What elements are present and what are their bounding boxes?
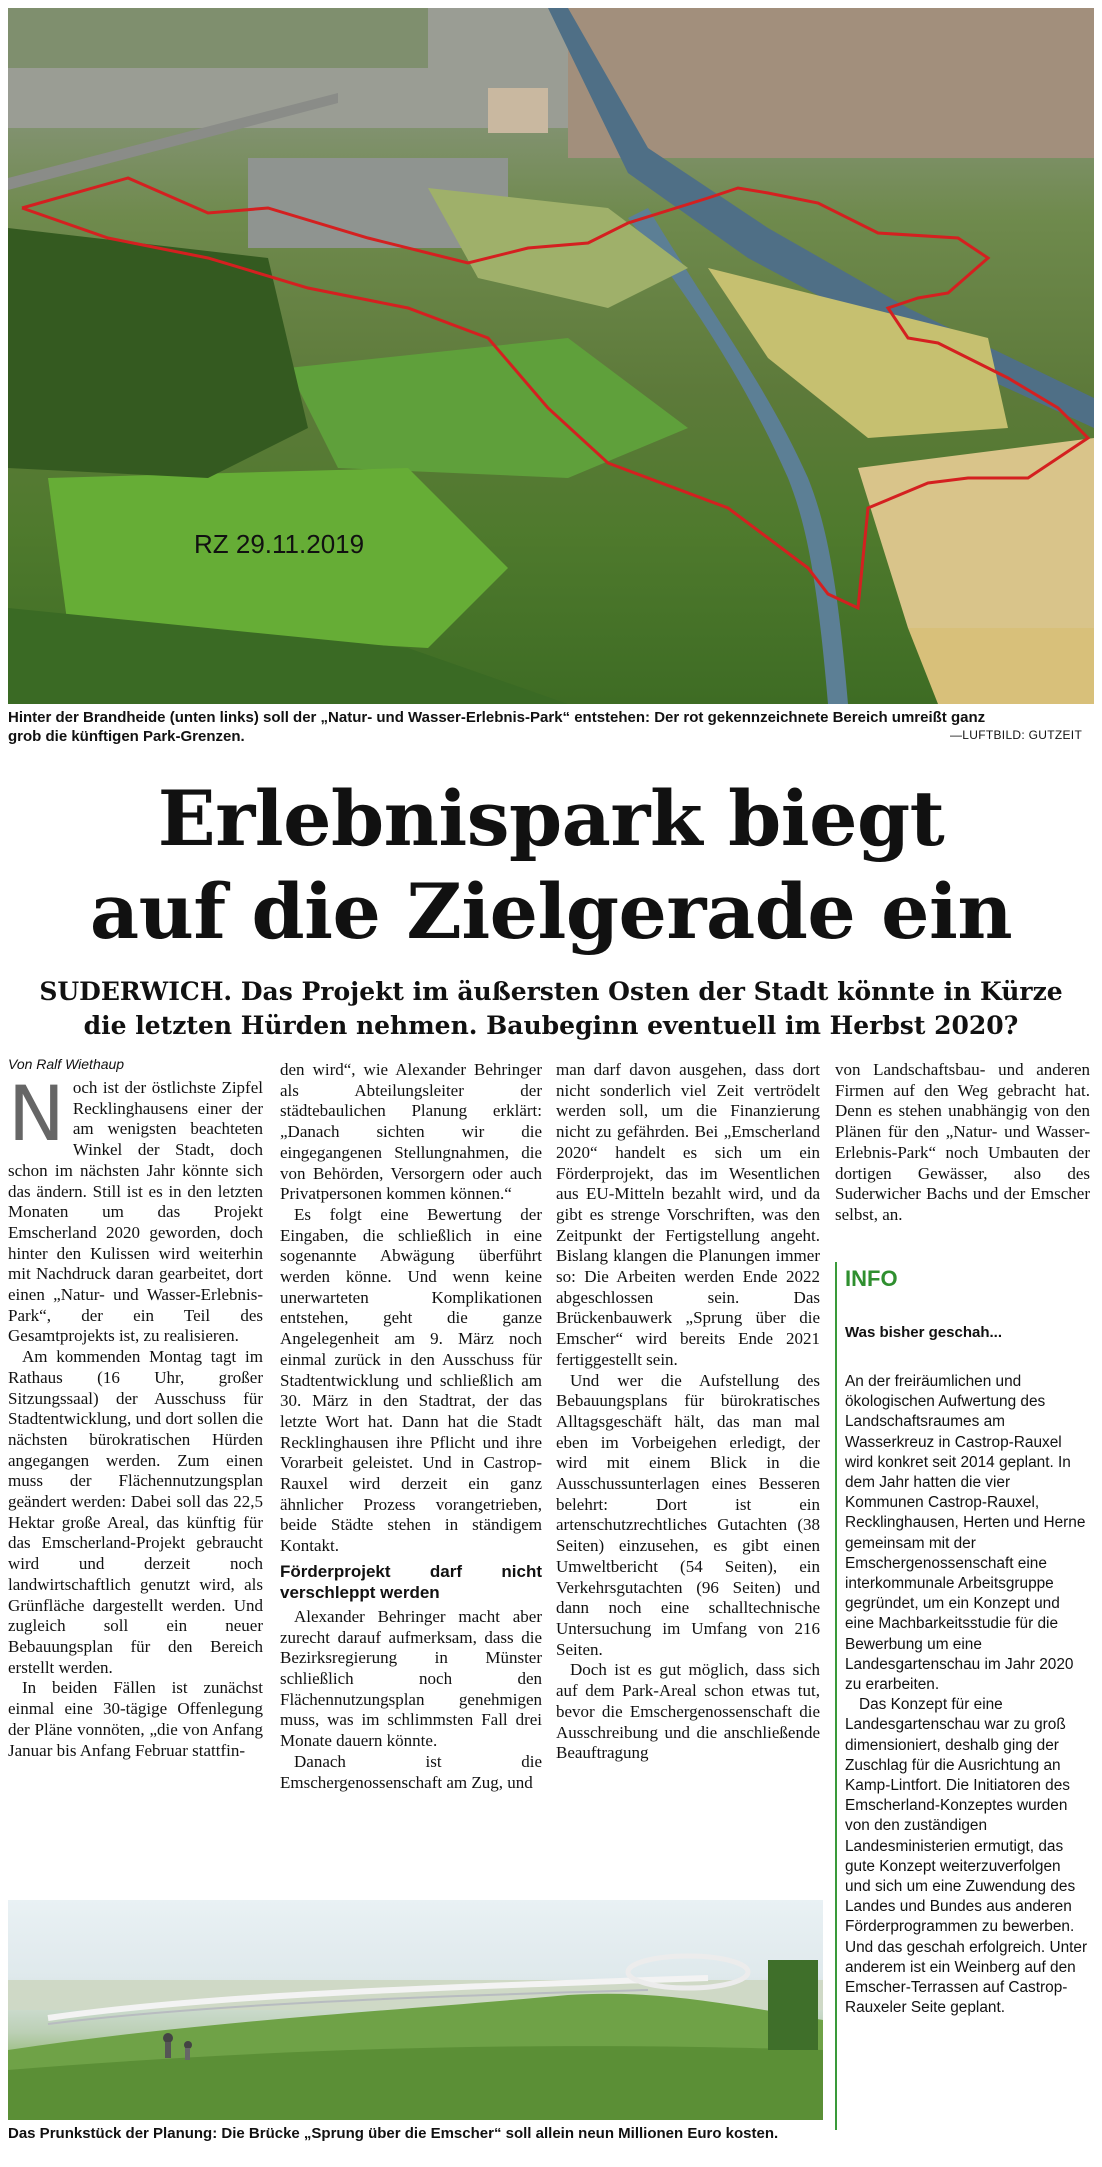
paragraph: In beiden Fällen ist zunächst einmal eine 30-tägige Offenlegung der Pläne vonnöten, „die von Anfang Januar bis Anfang Februar stattfin- [8, 1678, 263, 1760]
bridge-rendering-photo [8, 1900, 823, 2120]
info-paragraph: Das Konzept für eine Landesgartenschau war zu groß dimensioniert, deshalb ging der Zuschlag für die Ausrichtung an Kamp-Lintfort. Die Initiatoren des Emscherland-Konzeptes wurden von den zuständigen Landesministerien ermutigt, das gute Konzept weiterzuverfolgen und sich um eine Zuwendung des Landes und Bundes aus anderen Förderprogrammen zu bewerben. Und das geschah erfolgreich. Unter anderem ist ein Weinberg auf den Emscher-Terrassen auf Castrop-Rauxeler Seite geplant. [845, 1696, 1088, 2017]
paragraph: Alexander Behringer macht aber zurecht darauf aufmerksam, dass die Bezirksregierung in Münster schließlich noch den Flächennutzungsplan genehmigen muss, was im schlimmsten Fall drei Monate dauern könnte. [280, 1606, 542, 1751]
info-body [845, 1372, 1090, 2127]
paragraph: och ist der östlichste Zipfel Recklinghausens einer der am wenigsten beachteten Winkel der Stadt, doch schon im nächsten Jahr könnte sich das ändern. Still ist es in den letzten Monaten um das Projekt Emscherland 2020 geworden, doch hinter den Kulissen wird weiterhin mit Nachdruck daran gearbeitet, dort einen „Natur- und Wasser-Erlebnis-Park“, der ein Teil des Gesamtprojekts ist, zu realisieren. [8, 1078, 263, 1346]
bridge-caption: Das Prunkstück der Planung: Die Brücke „Sprung über die Emscher“ soll allein neun Millionen Euro kosten. [8, 2125, 779, 2142]
paragraph: man darf davon ausgehen, dass dort nicht sonderlich viel Zeit vertrödelt werden soll, um die Finanzierung nicht zu gefährden. Bei „Emscherland 2020“ handelt es sich um ein Förderprojekt, das im Wesentlichen aus EU-Mitteln bezahlt wird, und da gibt es strenge Vorschriften, was den Zeitpunkt der Fertigstellung angeht. Bislang klangen die Planungen immer so: Die Arbeiten werden Ende 2022 abgeschlossen sein. Das Brückenbauwerk „Sprung über die Emscher“ wird bereits Ende 2021 fertiggestellt sein. [556, 1060, 820, 1369]
headline-line-1: Erlebnispark biegt [157, 774, 945, 863]
paragraph: den wird“, wie Alexander Behringer als Abteilungsleiter der städtebaulichen Planung erklärt: „Danach sichten wir die eingegangenen Stellungnahmen, die von Behörden, Versorgern oder auch Privatpersonen kommen können.“ [280, 1060, 542, 1204]
paragraph: Am kommenden Montag tagt im Rathaus (16 Uhr, großer Sitzungssaal) der Ausschuss für Stadtentwicklung, und dort sollen die nächsten bürokratischen Hürden angegangen werden. Zum einen muss der Flächennutzungsplan geändert werden: Dabei soll das 22,5 Hektar große Areal, das künftig für das Emscherland-Projekt gebraucht wird und derzeit noch landwirtschaftlich genutzt wird, als Grünfläche dargestellt werden. Und zugleich soll ein neuer Bebauungsplan für den Bereich erstellt werden. [8, 1347, 263, 1677]
article-column-1 [8, 1078, 263, 1894]
info-box [835, 1262, 1092, 2130]
byline: Von Ralf Wiethaup [8, 1056, 125, 1072]
article-deck: SUDERWICH. Das Projekt im äußersten Osten der Stadt könnte in Kürze die letzten Hürden nehmen. Baubeginn eventuell im Herbst 2020? [39, 977, 1063, 1040]
paragraph: Es folgt eine Bewertung der Eingaben, die schließlich in eine sogenannte Abwägung überführt werden könne. Und wenn keine unerwarteten Komplikationen entstehen, geht die ganze Angelegenheit am 9. März noch einmal zurück in den Ausschuss für Stadtentwicklung und schließlich am 30. März in den Stadtrat, der das letzte Wort hat. Dann hat die Stadt Recklinghausen ihre Pflicht und ihre Vorarbeit geleistet. Und in Castrop-Rauxel wird derzeit ein ganz ähnlicher Prozess vorangetrieben, beide Städte stehen in ständigem Kontakt. [280, 1204, 542, 1556]
paragraph: Doch ist es gut möglich, dass sich auf dem Park-Areal schon etwas tut, bevor die Emschergenossenschaft die Ausschreibung und die anschließende Beauftragung [556, 1660, 820, 1763]
aerial-photo [8, 8, 1094, 704]
headline-line-2: auf die Zielgerade ein [89, 867, 1013, 956]
photo-credit: —LUFTBILD: GUTZEIT [950, 728, 1083, 742]
info-title: INFO [845, 1266, 898, 1291]
info-subtitle: Was bisher geschah... [845, 1324, 1002, 1341]
photo-caption: Hinter der Brandheide (unten links) soll der „Natur- und Wasser-Erlebnis-Park“ entstehen: Der rot gekennzeichnete Bereich umreißt ganz grob die künftigen Park-Grenzen. [8, 709, 986, 745]
article-column-2 [280, 1060, 542, 1894]
headline [0, 772, 1102, 958]
article-column-4 [835, 1060, 1090, 1255]
article-column-3 [556, 1060, 820, 1894]
date-stamp: RZ 29.11.2019 [194, 529, 365, 559]
paragraph: Danach ist die Emschergenossenschaft am Zug, und [280, 1751, 542, 1792]
paragraph: von Landschaftsbau- und anderen Firmen auf den Weg gebracht hat. Denn es stehen unabhängig von den Plänen für den „Natur- und Wasser-Erlebnis-Park“ noch Umbauten der dortigen Gewässer, also des Suderwicher Bachs und der Emscher selbst, an. [835, 1060, 1090, 1224]
dropcap: N [8, 1078, 65, 1158]
paragraph: Und wer die Aufstellung des Bebauungsplans für bürokratisches Alltagsgeschäft hält, das man mal eben im Vorbeigehen erledigt, der wird mit einem Blick in die Ausschussunterlagen eines Besseren belehrt: Dort ist ein artenschutzrechtliches Gutachten (38 Seiten) einzusehen, es gibt einen Umweltbericht (54 Seiten), ein Verkehrsgutachten (96 Seiten) und dann noch eine schalltechnische Untersuchung im Umfang von 216 Seiten. [556, 1370, 820, 1659]
subheading: Förderprojekt darf nicht verschleppt werden [280, 1561, 542, 1602]
info-paragraph: An der freiräumlichen und ökologischen Aufwertung des Landschaftsraumes am Wasserkreuz in Castrop-Rauxel wird konkret seit 2014 geplant. In dem Jahr hatten die vier Kommunen Castrop-Rauxel, Recklinghausen, Herten und Herne gemeinsam mit der Emschergenossenschaft eine interkommunale Arbeitsgruppe gegründet, um ein Konzept und eine Machbarkeitsstudie für die Bewerbung um eine Landesgartenschau im Jahr 2020 zu erarbeiten. [845, 1373, 1086, 1694]
